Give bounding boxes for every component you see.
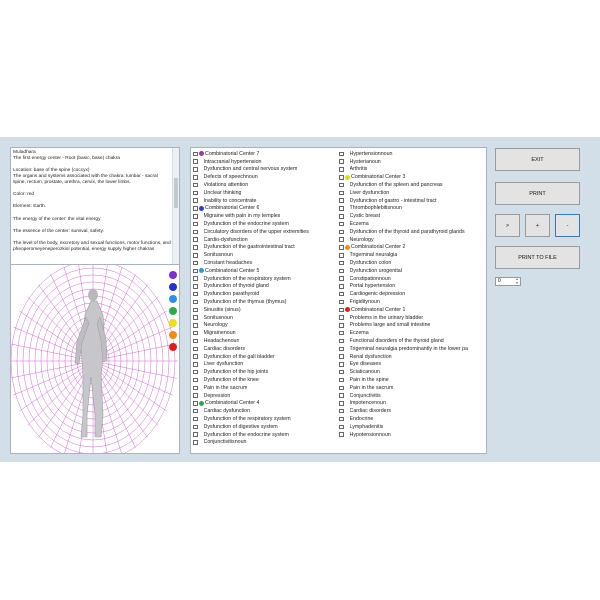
checklist-item[interactable] bbox=[193, 337, 339, 345]
checklist-item-label: Circulatory disorders of the upper extremities bbox=[203, 228, 309, 235]
checklist-item[interactable] bbox=[339, 392, 485, 400]
checklist-item[interactable] bbox=[193, 384, 339, 392]
checklist-item[interactable] bbox=[339, 431, 485, 439]
chakra-selector-dot[interactable] bbox=[169, 319, 177, 327]
body-aura-viewer[interactable] bbox=[10, 264, 180, 454]
checklist-item[interactable] bbox=[193, 345, 339, 353]
checkbox[interactable] bbox=[339, 292, 344, 297]
checklist-item[interactable] bbox=[339, 283, 485, 291]
checklist-item[interactable] bbox=[339, 400, 485, 408]
checklist-center-item[interactable] bbox=[339, 306, 485, 314]
checkbox[interactable] bbox=[339, 191, 344, 196]
checklist-item-label: Headachenoun bbox=[203, 338, 240, 345]
checklist-center-item[interactable] bbox=[193, 150, 339, 158]
checklist-item-label: Cardiogenic depression bbox=[349, 291, 406, 298]
checkbox[interactable] bbox=[339, 308, 344, 313]
checklist-item[interactable] bbox=[193, 407, 339, 415]
checklist-item[interactable] bbox=[339, 314, 485, 322]
checkbox[interactable] bbox=[193, 230, 198, 235]
checkbox[interactable] bbox=[339, 261, 344, 266]
checklist-item[interactable] bbox=[193, 181, 339, 189]
checklist-item-label: Conjunctivitisnoun bbox=[203, 439, 247, 446]
checklist-item-label: Pain in the sacrum bbox=[349, 384, 394, 391]
symptom-checklist bbox=[190, 147, 487, 454]
checkbox[interactable] bbox=[193, 269, 198, 274]
checkbox[interactable] bbox=[339, 362, 344, 367]
checkbox[interactable] bbox=[193, 152, 198, 157]
checklist-item[interactable] bbox=[339, 361, 485, 369]
checkbox[interactable] bbox=[193, 245, 198, 250]
checkbox[interactable] bbox=[339, 198, 344, 203]
checklist-item-label: Pain in the sacrum bbox=[203, 384, 248, 391]
checklist-item-label: Dysfunction of the thymus (thymus) bbox=[203, 299, 287, 306]
checkbox[interactable] bbox=[193, 183, 198, 188]
chakra-color-dot-icon bbox=[199, 151, 204, 156]
chakra-selector-dot[interactable] bbox=[169, 307, 177, 315]
checklist-center-item[interactable] bbox=[193, 400, 339, 408]
checklist-item-label: Lymphadenitis bbox=[349, 423, 384, 430]
checklist-item-label: Eczema bbox=[349, 330, 369, 337]
checklist-item-label: Sinusitis (sinus) bbox=[203, 306, 241, 313]
checkbox[interactable] bbox=[193, 159, 198, 164]
checklist-item-label: Portal hypertension bbox=[349, 283, 396, 290]
checklist-item[interactable] bbox=[193, 392, 339, 400]
checklist-item[interactable] bbox=[193, 173, 339, 181]
checkbox[interactable] bbox=[193, 362, 198, 367]
checklist-item[interactable] bbox=[193, 166, 339, 174]
chakra-selector-dot[interactable] bbox=[169, 271, 177, 279]
checklist-item[interactable] bbox=[339, 205, 485, 213]
checkbox[interactable] bbox=[339, 276, 344, 281]
checkbox[interactable] bbox=[193, 206, 198, 211]
chakra-color-dot-icon bbox=[199, 206, 204, 211]
checkbox[interactable] bbox=[339, 284, 344, 289]
checklist-item-label: Dysfunction of gastro - intestinal tract bbox=[349, 197, 437, 204]
checklist-item-label: Functional disorders of the thyroid gland bbox=[349, 338, 444, 345]
checklist-item-label: Trigeminal neuralgia predominantly in the lower pa bbox=[349, 345, 468, 352]
checkbox[interactable] bbox=[339, 222, 344, 227]
spinner-value: 0 bbox=[498, 278, 501, 284]
checklist-item-label: Dysfunction of the spleen and pancreas bbox=[349, 182, 443, 189]
checkbox[interactable] bbox=[193, 339, 198, 344]
checkbox[interactable] bbox=[193, 261, 198, 266]
checklist-item[interactable] bbox=[193, 306, 339, 314]
checklist-column-1 bbox=[193, 150, 339, 446]
checklist-item[interactable] bbox=[339, 275, 485, 283]
checklist-item[interactable] bbox=[339, 236, 485, 244]
checklist-item[interactable] bbox=[339, 384, 485, 392]
checklist-item-label: Dysfunction of the endocrine system bbox=[203, 221, 289, 228]
checklist-column-2 bbox=[339, 150, 485, 438]
checklist-item-label: Dysfunction of the knee bbox=[203, 377, 259, 383]
checklist-item[interactable] bbox=[339, 322, 485, 330]
checklist-item-label: Dysfunction of the gall bladder bbox=[203, 353, 275, 360]
checklist-item-label: Dysfunction of the respiratory system bbox=[203, 415, 291, 422]
chakra-description-text: Muladhara The first energy center - Root (basic, base) chakra Location: base of the spine (coccyx) The organs and systems associated with the chakra: lumbar - sacral spine, rectum, prostate, urethra, cervix, the lower limbs. Color: red Element: Earth. The energy of the center: the vital energy The essence of the center: survival, safety. The level of the body, excretory and sexual functions, motor functions, and pheoperomeyeneperozkiol potential, energy supply higher chakras bbox=[13, 150, 171, 252]
checklist-item-label: Dysfunction of the endocrine system bbox=[203, 431, 289, 438]
checklist-item[interactable] bbox=[339, 423, 485, 431]
checklist-item-label: Dysfunction of thyroid gland bbox=[203, 283, 269, 290]
checkbox[interactable] bbox=[193, 378, 198, 383]
checklist-item-label: Dysfunction of the thyroid and parathyroid glands bbox=[349, 228, 465, 235]
checklist-item-label: Sonitusnoun bbox=[203, 314, 233, 321]
chakra-color-dot-icon bbox=[199, 268, 204, 273]
checklist-item-label: Arthritis bbox=[349, 166, 368, 173]
checklist-item-label: Sciaticanoun bbox=[349, 369, 380, 376]
checklist-item[interactable] bbox=[339, 197, 485, 205]
checkbox[interactable] bbox=[339, 425, 344, 430]
checkbox[interactable] bbox=[193, 276, 198, 281]
checklist-item-label: Constant headaches bbox=[203, 260, 253, 267]
checklist-item-label: Trigeminal neuralgia bbox=[349, 252, 398, 259]
checklist-item-label: Combinatorial Center 5 bbox=[205, 267, 260, 274]
checklist-item[interactable] bbox=[339, 158, 485, 166]
checklist-item[interactable] bbox=[193, 415, 339, 423]
checklist-item-label: Cardio-dysfunction bbox=[203, 236, 248, 243]
checklist-item-label: Cystic breast bbox=[349, 213, 381, 220]
checklist-item-label: Hypertensionnoun bbox=[349, 150, 393, 157]
checkbox[interactable] bbox=[339, 339, 344, 344]
checklist-item-label: Intracranial hypertension bbox=[203, 158, 262, 165]
checkbox[interactable] bbox=[193, 401, 198, 406]
checklist-item-label: Hysterianoun bbox=[349, 158, 381, 165]
checklist-item[interactable] bbox=[193, 220, 339, 228]
checkbox[interactable] bbox=[193, 409, 198, 414]
checklist-item-label: Combinatorial Center 7 bbox=[205, 150, 260, 157]
checklist-item[interactable] bbox=[193, 251, 339, 259]
checklist-item[interactable] bbox=[339, 181, 485, 189]
checklist-item[interactable] bbox=[193, 244, 339, 252]
checkbox[interactable] bbox=[193, 300, 198, 305]
checkbox[interactable] bbox=[193, 347, 198, 352]
checklist-item[interactable] bbox=[193, 298, 339, 306]
checklist-item-label: Hypotensionnoun bbox=[349, 431, 391, 438]
checkbox[interactable] bbox=[339, 417, 344, 422]
checklist-item-label: Combinatorial Center 6 bbox=[205, 205, 260, 212]
checklist-item-label: Migrainenoun bbox=[203, 330, 236, 337]
checklist-item[interactable] bbox=[339, 267, 485, 275]
checklist-item-label: Liver dysfunction bbox=[203, 361, 244, 368]
checklist-item-label: Dysfunction of the respiratory system bbox=[203, 275, 291, 282]
checkbox[interactable] bbox=[193, 386, 198, 391]
checklist-item-label: Inability to concentrate bbox=[203, 197, 257, 204]
checkbox[interactable] bbox=[339, 409, 344, 414]
chakra-selector-dot[interactable] bbox=[169, 295, 177, 303]
checklist-item[interactable] bbox=[339, 337, 485, 345]
checklist-item[interactable] bbox=[193, 283, 339, 291]
checklist-item-label: Neurology bbox=[203, 322, 228, 329]
checkbox[interactable] bbox=[193, 354, 198, 359]
checklist-item-label: Eczema bbox=[349, 221, 369, 228]
checkbox[interactable] bbox=[339, 167, 344, 172]
checklist-item-label: Dysfunction of the gastrointestinal tract bbox=[203, 244, 295, 251]
checkbox[interactable] bbox=[193, 323, 198, 328]
checkbox[interactable] bbox=[339, 393, 344, 398]
checklist-item-label: Depression bbox=[203, 392, 231, 399]
checkbox[interactable] bbox=[339, 183, 344, 188]
checklist-item-label: Thrombophlebitisnoun bbox=[349, 205, 402, 212]
checkbox[interactable] bbox=[193, 198, 198, 203]
spinner-up-icon[interactable]: ▲ bbox=[515, 277, 519, 281]
checkbox[interactable] bbox=[339, 175, 344, 180]
checklist-item[interactable] bbox=[339, 415, 485, 423]
checklist-item[interactable] bbox=[193, 259, 339, 267]
checkbox[interactable] bbox=[339, 253, 344, 258]
chakra-color-dot-icon bbox=[345, 307, 350, 312]
checkbox[interactable] bbox=[193, 432, 198, 437]
checklist-item[interactable] bbox=[193, 329, 339, 337]
checkbox[interactable] bbox=[339, 378, 344, 383]
checkbox[interactable] bbox=[193, 284, 198, 289]
checklist-center-item[interactable] bbox=[193, 205, 339, 213]
chakra-color-dot-icon bbox=[199, 401, 204, 406]
print-button[interactable]: PRINT bbox=[495, 182, 580, 205]
checkbox[interactable] bbox=[339, 214, 344, 219]
checkbox[interactable] bbox=[193, 440, 198, 445]
checkbox[interactable] bbox=[193, 167, 198, 172]
checklist-item[interactable] bbox=[339, 329, 485, 337]
checkbox[interactable] bbox=[193, 292, 198, 297]
checklist-item-label: Cardiac disorders bbox=[349, 408, 392, 415]
chakra-color-dot-icon bbox=[345, 245, 350, 250]
checklist-item-label: Dysfunction of the hip joints bbox=[203, 369, 269, 376]
checklist-item-label: Dysfunction and central nervous system bbox=[203, 166, 298, 173]
checklist-item[interactable] bbox=[193, 228, 339, 236]
checklist-item-label: Problems in the urinary bladder bbox=[349, 314, 424, 321]
checklist-item[interactable] bbox=[193, 322, 339, 330]
checkbox[interactable] bbox=[193, 308, 198, 313]
checklist-item-label: Dysfunction of digestive system bbox=[203, 423, 278, 430]
checklist-item-label: Dysfunction parathyroid bbox=[203, 291, 260, 298]
checklist-item[interactable] bbox=[339, 407, 485, 415]
checklist-item-label: Impotencenoun bbox=[349, 400, 387, 407]
description-scroll-thumb[interactable] bbox=[174, 178, 178, 208]
checkbox[interactable] bbox=[339, 386, 344, 391]
checklist-item[interactable] bbox=[193, 376, 339, 384]
checklist-item[interactable] bbox=[193, 431, 339, 439]
checklist-item[interactable] bbox=[193, 423, 339, 431]
checklist-item[interactable] bbox=[339, 345, 485, 353]
checkbox[interactable] bbox=[339, 152, 344, 157]
checklist-item-label: Neurology bbox=[349, 236, 374, 243]
checklist-item-label: Eye diseases bbox=[349, 361, 382, 368]
checklist-item[interactable] bbox=[339, 353, 485, 361]
checklist-item[interactable] bbox=[339, 166, 485, 174]
app-window bbox=[0, 137, 600, 462]
checklist-item-label: Constipationnoun bbox=[349, 275, 391, 282]
checkbox[interactable] bbox=[339, 230, 344, 235]
checklist-item[interactable] bbox=[339, 376, 485, 384]
checklist-center-item[interactable] bbox=[193, 267, 339, 275]
checkbox[interactable] bbox=[339, 300, 344, 305]
checklist-item[interactable] bbox=[339, 212, 485, 220]
minus-button[interactable]: - bbox=[555, 214, 580, 237]
checklist-item[interactable] bbox=[193, 197, 339, 205]
checkbox[interactable] bbox=[193, 237, 198, 242]
checklist-item[interactable] bbox=[339, 150, 485, 158]
checklist-item[interactable] bbox=[193, 189, 339, 197]
checklist-item[interactable] bbox=[193, 314, 339, 322]
chakra-selector-dot[interactable] bbox=[169, 283, 177, 291]
checklist-item-label: Defects of speechnoun bbox=[203, 174, 258, 181]
checklist-item[interactable] bbox=[339, 259, 485, 267]
checkbox[interactable] bbox=[339, 206, 344, 211]
checkbox[interactable] bbox=[193, 425, 198, 430]
checklist-item[interactable] bbox=[193, 361, 339, 369]
checklist-item[interactable] bbox=[339, 368, 485, 376]
checklist-item-label: Migraine with pain in my temples bbox=[203, 213, 281, 220]
checklist-item[interactable] bbox=[339, 220, 485, 228]
checklist-item[interactable] bbox=[193, 353, 339, 361]
checklist-item[interactable] bbox=[193, 275, 339, 283]
checkbox[interactable] bbox=[193, 393, 198, 398]
checklist-item-label: Endocrine bbox=[349, 415, 374, 422]
checklist-item-label: Dysfunction urogenital bbox=[349, 267, 402, 274]
checklist-item[interactable] bbox=[339, 251, 485, 259]
checkbox[interactable] bbox=[193, 175, 198, 180]
checkbox[interactable] bbox=[339, 370, 344, 375]
checklist-item-label: Sonitusnoun bbox=[203, 252, 233, 259]
checklist-center-item[interactable] bbox=[339, 173, 485, 181]
checkbox[interactable] bbox=[193, 214, 198, 219]
checkbox[interactable] bbox=[193, 370, 198, 375]
checklist-item[interactable] bbox=[193, 368, 339, 376]
checklist-item-label: Liver dysfunction bbox=[349, 189, 390, 196]
checklist-item-label: Cardiac dysfunction bbox=[203, 408, 251, 415]
chakra-selector-dot[interactable] bbox=[169, 343, 177, 351]
checkbox[interactable] bbox=[193, 222, 198, 227]
checklist-item-label: Combinatorial Center 3 bbox=[351, 174, 406, 181]
checklist-item[interactable] bbox=[339, 189, 485, 197]
checklist-item-label: Problems large and small intestine bbox=[349, 322, 431, 329]
checklist-item[interactable] bbox=[339, 298, 485, 306]
chakra-selector-dot[interactable] bbox=[169, 331, 177, 339]
print-to-file-button[interactable]: PRINT TO FILE bbox=[495, 246, 580, 269]
checklist-item[interactable] bbox=[193, 438, 339, 446]
checkbox[interactable] bbox=[339, 354, 344, 359]
checkbox[interactable] bbox=[339, 159, 344, 164]
chakra-color-dot-icon bbox=[345, 175, 350, 180]
checkbox[interactable] bbox=[193, 417, 198, 422]
checklist-item[interactable] bbox=[193, 290, 339, 298]
checklist-item-label: Frigiditynoun bbox=[349, 299, 380, 306]
checklist-item-label: Combinatorial Center 4 bbox=[205, 400, 260, 407]
checklist-item[interactable] bbox=[193, 212, 339, 220]
checklist-item-label: Combinatorial Center 1 bbox=[351, 306, 406, 313]
checkbox[interactable] bbox=[339, 315, 344, 320]
checkbox[interactable] bbox=[339, 269, 344, 274]
checklist-item-label: Pain in the spine bbox=[349, 377, 389, 383]
checklist-item-label: Dysfunction colon bbox=[349, 260, 392, 267]
checklist-item[interactable] bbox=[193, 236, 339, 244]
checklist-item[interactable] bbox=[339, 290, 485, 298]
checkbox[interactable] bbox=[339, 432, 344, 437]
checklist-item-label: Combinatorial Center 2 bbox=[351, 244, 406, 251]
checkbox[interactable] bbox=[339, 237, 344, 242]
checklist-item[interactable] bbox=[193, 158, 339, 166]
checkbox[interactable] bbox=[193, 191, 198, 196]
exit-button[interactable]: EXIT bbox=[495, 148, 580, 171]
checkbox[interactable] bbox=[339, 347, 344, 352]
checkbox[interactable] bbox=[193, 315, 198, 320]
value-spinner[interactable] bbox=[495, 277, 521, 286]
checkbox[interactable] bbox=[339, 401, 344, 406]
spinner-down-icon[interactable]: ▼ bbox=[515, 280, 519, 285]
checkbox[interactable] bbox=[339, 323, 344, 328]
checklist-item-label: Violations attention bbox=[203, 182, 249, 189]
next-button[interactable]: > bbox=[495, 214, 520, 237]
checklist-item-label: Unclear thinking bbox=[203, 189, 242, 196]
checkbox[interactable] bbox=[193, 331, 198, 336]
plus-button[interactable]: + bbox=[525, 214, 550, 237]
aura-mesh-figure bbox=[11, 265, 180, 454]
checkbox[interactable] bbox=[339, 331, 344, 336]
checkbox[interactable] bbox=[339, 245, 344, 250]
checklist-item[interactable] bbox=[339, 228, 485, 236]
checklist-item-label: Renal dysfunction bbox=[349, 353, 392, 360]
checklist-item-label: Cardiac disorders bbox=[203, 345, 246, 352]
checklist-item-label: Conjunctivitis bbox=[349, 392, 381, 399]
checkbox[interactable] bbox=[193, 253, 198, 258]
checklist-center-item[interactable] bbox=[339, 244, 485, 252]
